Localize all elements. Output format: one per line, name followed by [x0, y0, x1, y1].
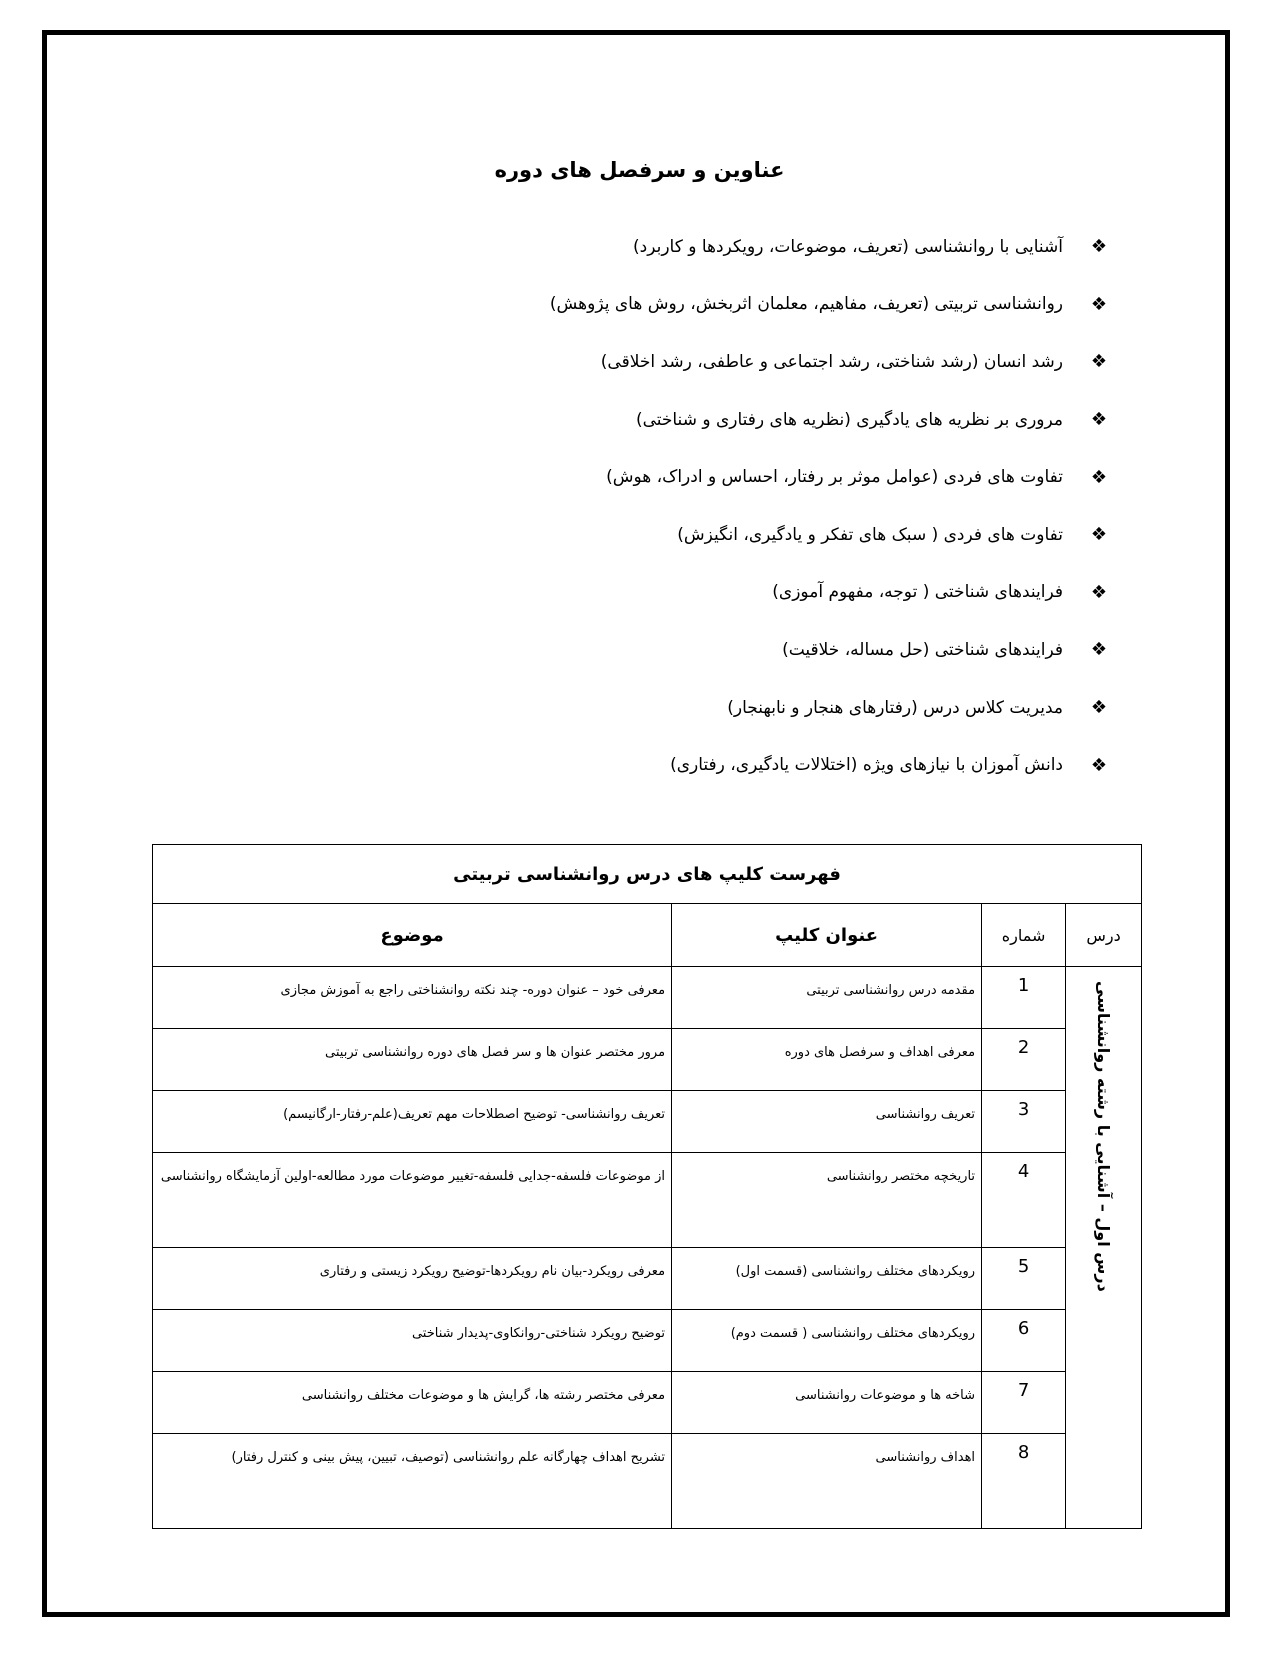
diamond-bullet-icon: ❖	[1090, 754, 1107, 776]
clips-table	[152, 844, 1142, 1529]
list-item	[187, 736, 1107, 794]
diamond-bullet-icon: ❖	[1090, 236, 1107, 258]
column-header-topic: موضوع	[153, 904, 672, 967]
clip-title: تعریف روانشناسی	[672, 1091, 982, 1153]
clip-title: رویکردهای مختلف روانشناسی (قسمت اول)	[672, 1248, 982, 1310]
clip-title: رویکردهای مختلف روانشناسی ( قسمت دوم)	[672, 1310, 982, 1372]
table-row	[153, 967, 1142, 1029]
column-header-lesson: درس	[1066, 904, 1142, 967]
diamond-bullet-icon: ❖	[1090, 409, 1107, 431]
clip-title: شاخه ها و موضوعات روانشناسی	[672, 1372, 982, 1434]
table-row	[153, 1434, 1142, 1529]
lesson-label: درس اول – آشنایی با رشته روانشناسی	[1094, 981, 1114, 1292]
clip-topic: تعریف روانشناسی- توضیح اصطلاحات مهم تعریف(علم-رفتار-ارگانیسم)	[153, 1091, 672, 1153]
table-row	[153, 1372, 1142, 1434]
row-number: 7	[982, 1372, 1066, 1434]
topic-text: فرایندهای شناختی ( توجه، مفهوم آموزی)	[772, 582, 1063, 603]
table-row	[153, 1029, 1142, 1091]
diamond-bullet-icon: ❖	[1090, 581, 1107, 603]
row-number: 1	[982, 967, 1066, 1029]
clip-title: تاریخچه مختصر روانشناسی	[672, 1153, 982, 1248]
row-number: 8	[982, 1434, 1066, 1529]
list-item	[187, 276, 1107, 334]
topic-text: تفاوت های فردی ( سبک های تفکر و یادگیری، انگیزش)	[677, 524, 1063, 545]
topic-text: مدیریت کلاس درس (رفتارهای هنجار و نابهنجار)	[727, 697, 1063, 718]
clip-topic: مرور مختصر عنوان ها و سر فصل های دوره روانشناسی تربیتی	[153, 1029, 672, 1091]
list-item	[187, 679, 1107, 737]
topic-text: فرایندهای شناختی (حل مساله، خلاقیت)	[782, 639, 1063, 660]
clip-topic: از موضوعات فلسفه-جدایی فلسفه-تغییر موضوعات مورد مطالعه-اولین آزمایشگاه روانشناسی	[153, 1153, 672, 1248]
diamond-bullet-icon: ❖	[1090, 697, 1107, 719]
clip-topic: توضیح رویکرد شناختی-روانکاوی-پدیدار شناختی	[153, 1310, 672, 1372]
topic-text: رشد انسان (رشد شناختی، رشد اجتماعی و عاطفی، رشد اخلاقی)	[600, 351, 1063, 372]
table-row	[153, 1248, 1142, 1310]
list-item	[187, 333, 1107, 391]
list-item	[187, 621, 1107, 679]
lesson-cell	[1066, 967, 1142, 1529]
table-row	[153, 1153, 1142, 1248]
clip-title: معرفی اهداف و سرفصل های دوره	[672, 1029, 982, 1091]
topic-text: تفاوت های فردی (عوامل موثر بر رفتار، احساس و ادراک، هوش)	[606, 467, 1063, 488]
row-number: 5	[982, 1248, 1066, 1310]
row-number: 6	[982, 1310, 1066, 1372]
row-number: 3	[982, 1091, 1066, 1153]
clip-title: اهداف روانشناسی	[672, 1434, 982, 1529]
clip-topic: معرفی مختصر رشته ها، گرایش ها و موضوعات مختلف روانشناسی	[153, 1372, 672, 1434]
table-row	[153, 1310, 1142, 1372]
list-item	[187, 218, 1107, 276]
clip-title: مقدمه درس روانشناسی تربیتی	[672, 967, 982, 1029]
table-title: فهرست کلیپ های درس روانشناسی تربیتی	[153, 845, 1142, 904]
diamond-bullet-icon: ❖	[1090, 293, 1107, 315]
diamond-bullet-icon: ❖	[1090, 351, 1107, 373]
list-item	[187, 506, 1107, 564]
list-item	[187, 564, 1107, 622]
list-item	[187, 448, 1107, 506]
diamond-bullet-icon: ❖	[1090, 524, 1107, 546]
topic-text: مروری بر نظریه های یادگیری (نظریه های رفتاری و شناختی)	[635, 409, 1063, 430]
diamond-bullet-icon: ❖	[1090, 466, 1107, 488]
column-header-number: شماره	[982, 904, 1066, 967]
clip-topic: معرفی رویکرد-بیان نام رویکردها-توضیح رویکرد زیستی و رفتاری	[153, 1248, 672, 1310]
column-header-clip-title: عنوان کلیپ	[672, 904, 982, 967]
row-number: 2	[982, 1029, 1066, 1091]
list-item	[187, 391, 1107, 449]
topic-list	[187, 218, 1107, 794]
row-number: 4	[982, 1153, 1066, 1248]
topic-text: روانشناسی تربیتی (تعریف، مفاهیم، معلمان اثربخش، روش های پژوهش)	[549, 294, 1063, 315]
diamond-bullet-icon: ❖	[1090, 639, 1107, 661]
topic-text: آشنایی با روانشناسی (تعریف، موضوعات، رویکردها و کاربرد)	[633, 236, 1063, 257]
clip-topic: تشریح اهداف چهارگانه علم روانشناسی (توصیف، تبیین، پیش بینی و کنترل رفتار)	[153, 1434, 672, 1529]
topic-text: دانش آموزان با نیازهای ویژه (اختلالات یادگیری، رفتاری)	[670, 755, 1063, 776]
clip-topic: معرفی خود – عنوان دوره- چند نکته روانشناختی راجع به آموزش مجازی	[153, 967, 672, 1029]
table-row	[153, 1091, 1142, 1153]
page-heading: عناوین و سرفصل های دوره	[494, 158, 785, 182]
